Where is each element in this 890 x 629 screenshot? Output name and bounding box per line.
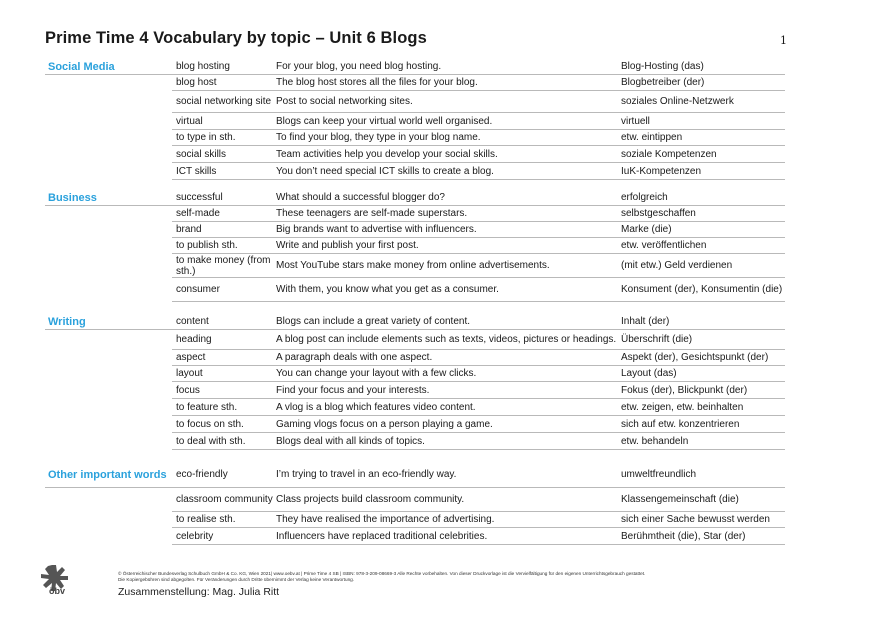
vocab-row <box>45 190 785 206</box>
vocab-row <box>45 130 785 146</box>
term-text: virtual <box>176 115 203 127</box>
vocab-row <box>45 433 785 450</box>
legal-line: Die Kopiergebühren sind abgegolten. Für Veränderungen durch Dritte übernimmt der Verlag keine Verantwortung. <box>118 577 355 582</box>
german-cell <box>621 350 785 366</box>
example-cell <box>276 528 621 545</box>
category-cell <box>45 278 172 302</box>
category-cell <box>45 488 172 512</box>
vocab-row <box>45 366 785 382</box>
term-text: to focus on sth. <box>176 418 244 430</box>
example-text: Gaming vlogs focus on a person playing a game. <box>276 418 493 430</box>
example-text: Write and publish your first post. <box>276 240 419 251</box>
example-text: They have realised the importance of advertising. <box>276 514 495 525</box>
german-text: Layout (das) <box>621 368 677 379</box>
term-text: celebrity <box>176 530 214 542</box>
term-cell <box>172 528 276 545</box>
category-heading: Social Media <box>48 60 115 73</box>
example-text: Big brands want to advertise with influencers. <box>276 224 477 235</box>
german-text: (mit etw.) Geld verdienen <box>621 260 733 271</box>
vocab-row <box>45 238 785 254</box>
term-text: to type in sth. <box>176 132 236 143</box>
vocab-row <box>45 75 785 91</box>
term-text: to deal with sth. <box>176 435 246 447</box>
term-text: to feature sth. <box>176 401 238 413</box>
term-cell <box>172 91 276 113</box>
german-cell <box>621 278 785 302</box>
example-cell <box>276 254 621 278</box>
german-text: Klassengemeinschaft (die) <box>621 494 739 505</box>
example-text: What should a successful blogger do? <box>276 192 445 203</box>
term-cell <box>172 190 276 206</box>
term-cell <box>172 146 276 163</box>
category-cell <box>45 399 172 416</box>
german-text: Blog-Hosting (das) <box>621 61 704 72</box>
category-cell <box>45 59 172 75</box>
term-text: heading <box>176 334 212 345</box>
obv-logo-text: öbv <box>48 586 66 596</box>
german-cell <box>621 222 785 238</box>
vocab-row <box>45 399 785 416</box>
page-number: 1 <box>780 34 787 47</box>
term-text: eco-friendly <box>176 469 228 480</box>
section-gap <box>45 180 785 190</box>
term-text: self-made <box>176 208 220 219</box>
vocab-row <box>45 416 785 433</box>
german-text: Blogbetreiber (der) <box>621 77 705 88</box>
example-cell <box>276 382 621 399</box>
german-cell <box>621 512 785 528</box>
example-cell <box>276 488 621 512</box>
vocab-row <box>45 528 785 545</box>
example-text: To find your blog, they type in your blog name. <box>276 132 481 143</box>
german-text: Inhalt (der) <box>621 316 670 327</box>
category-heading: Other important words <box>48 468 167 481</box>
term-cell <box>172 462 276 488</box>
obv-logo <box>40 563 74 597</box>
term-cell <box>172 222 276 238</box>
term-cell <box>172 59 276 75</box>
example-cell <box>276 130 621 146</box>
example-text: These teenagers are self-made superstars. <box>276 208 468 219</box>
german-text: Aspekt (der), Gesichtspunkt (der) <box>621 352 769 363</box>
term-text: classroom community <box>176 494 273 505</box>
example-cell <box>276 366 621 382</box>
category-heading: Business <box>48 191 97 204</box>
german-text: Fokus (der), Blickpunkt (der) <box>621 384 748 396</box>
example-cell <box>276 512 621 528</box>
example-cell <box>276 278 621 302</box>
category-cell <box>45 206 172 222</box>
vocab-row <box>45 512 785 528</box>
category-cell <box>45 190 172 206</box>
term-text: successful <box>176 192 223 203</box>
german-cell <box>621 382 785 399</box>
term-cell <box>172 416 276 433</box>
term-cell <box>172 399 276 416</box>
german-cell <box>621 91 785 113</box>
term-cell <box>172 330 276 350</box>
vocab-row <box>45 163 785 180</box>
category-cell <box>45 238 172 254</box>
example-cell <box>276 350 621 366</box>
example-cell <box>276 146 621 163</box>
german-text: sich auf etw. konzentrieren <box>621 418 740 430</box>
german-cell <box>621 330 785 350</box>
vocab-row <box>45 278 785 302</box>
term-cell <box>172 113 276 130</box>
example-text: Class projects build classroom community. <box>276 494 465 505</box>
example-cell <box>276 190 621 206</box>
category-cell <box>45 350 172 366</box>
term-cell <box>172 314 276 330</box>
example-text: Post to social networking sites. <box>276 96 413 107</box>
term-text: blog hosting <box>176 61 230 72</box>
term-text: to realise sth. <box>176 514 236 525</box>
example-cell <box>276 462 621 488</box>
example-text: Influencers have replaced traditional celebrities. <box>276 530 488 542</box>
category-cell <box>45 130 172 146</box>
example-cell <box>276 163 621 180</box>
category-cell <box>45 314 172 330</box>
vocab-row <box>45 91 785 113</box>
german-text: soziales Online-Netzwerk <box>621 96 734 107</box>
vocab-row <box>45 314 785 330</box>
example-text: Team activities help you develop your social skills. <box>276 148 498 160</box>
term-cell <box>172 130 276 146</box>
german-text: soziale Kompetenzen <box>621 148 717 160</box>
example-text: A paragraph deals with one aspect. <box>276 352 433 363</box>
category-cell <box>45 254 172 278</box>
term-cell <box>172 254 276 278</box>
category-cell <box>45 163 172 180</box>
example-text: For your blog, you need blog hosting. <box>276 61 442 72</box>
category-cell <box>45 433 172 450</box>
vocab-row <box>45 254 785 278</box>
example-text: A vlog is a blog which features video content. <box>276 401 476 413</box>
vocab-row <box>45 330 785 350</box>
german-cell <box>621 163 785 180</box>
german-text: sich einer Sache bewusst werden <box>621 514 770 525</box>
example-text: A blog post can include elements such as texts, videos, pictures or headings. <box>276 334 617 345</box>
term-text: focus <box>176 384 200 396</box>
term-text: blog host <box>176 77 217 88</box>
term-cell <box>172 382 276 399</box>
german-text: Überschrift (die) <box>621 334 693 345</box>
vocab-row <box>45 113 785 130</box>
term-text: to publish sth. <box>176 240 238 251</box>
german-cell <box>621 75 785 91</box>
german-text: Berühmtheit (die), Star (der) <box>621 530 746 542</box>
example-cell <box>276 238 621 254</box>
example-text: Most YouTube stars make money from online advertisements. <box>276 260 550 271</box>
german-cell <box>621 416 785 433</box>
term-text: layout <box>176 368 203 379</box>
german-text: etw. zeigen, etw. beinhalten <box>621 401 744 413</box>
german-text: etw. veröffentlichen <box>621 240 707 251</box>
vocab-row <box>45 382 785 399</box>
vocab-row <box>45 350 785 366</box>
term-text: ICT skills <box>176 165 217 177</box>
term-cell <box>172 238 276 254</box>
legal-notice <box>118 571 758 583</box>
section-gap <box>45 450 785 462</box>
german-cell <box>621 254 785 278</box>
category-heading: Writing <box>48 315 86 328</box>
term-cell <box>172 488 276 512</box>
category-cell <box>45 512 172 528</box>
credit-line: Zusammenstellung: Mag. Julia Ritt <box>118 586 280 598</box>
german-cell <box>621 238 785 254</box>
german-cell <box>621 146 785 163</box>
term-text: consumer <box>176 284 220 295</box>
example-text: Find your focus and your interests. <box>276 384 430 396</box>
category-cell <box>45 462 172 488</box>
example-text: Blogs can keep your virtual world well organised. <box>276 115 493 127</box>
term-text: social skills <box>176 148 227 160</box>
example-text: The blog host stores all the files for your blog. <box>276 77 478 88</box>
german-text: etw. eintippen <box>621 132 683 143</box>
example-text: With them, you know what you get as a consumer. <box>276 284 499 295</box>
vocab-row <box>45 488 785 512</box>
example-cell <box>276 222 621 238</box>
category-cell <box>45 146 172 163</box>
term-cell <box>172 278 276 302</box>
term-cell <box>172 433 276 450</box>
term-cell <box>172 512 276 528</box>
example-text: Blogs deal with all kinds of topics. <box>276 435 425 447</box>
example-cell <box>276 314 621 330</box>
german-text: IuK-Kompetenzen <box>621 165 702 177</box>
vocabulary-table <box>45 59 785 545</box>
german-cell <box>621 399 785 416</box>
term-text: brand <box>176 224 202 235</box>
legal-line: © Österreichischer Bundesverlag Schulbuch GmbH & Co. KG, Wien 2021| www.oebv.at | Prime Time 4 SB | ISBN: 978-3-209-08669-3 Alle Rechte vorbehalten. Von dieser Druckvorlage ist die Vervielfältigung für den eigenen Unterrichtsgebrauch gestattet. <box>118 571 646 576</box>
german-text: virtuell <box>621 115 650 127</box>
german-cell <box>621 130 785 146</box>
vocab-row <box>45 146 785 163</box>
vocab-row <box>45 462 785 488</box>
vocab-row <box>45 222 785 238</box>
german-cell <box>621 488 785 512</box>
example-text: You can change your layout with a few clicks. <box>276 368 477 379</box>
example-cell <box>276 91 621 113</box>
german-text: etw. behandeln <box>621 435 689 447</box>
example-text: You don’t need special ICT skills to create a blog. <box>276 165 494 177</box>
german-cell <box>621 190 785 206</box>
term-cell <box>172 75 276 91</box>
term-text: content <box>176 316 209 327</box>
german-text: erfolgreich <box>621 192 668 203</box>
german-cell <box>621 366 785 382</box>
german-cell <box>621 528 785 545</box>
term-cell <box>172 163 276 180</box>
category-cell <box>45 113 172 130</box>
category-cell <box>45 91 172 113</box>
example-cell <box>276 399 621 416</box>
term-text: to make money (from sth.) <box>176 254 271 277</box>
example-cell <box>276 75 621 91</box>
example-cell <box>276 206 621 222</box>
vocab-row <box>45 206 785 222</box>
german-cell <box>621 433 785 450</box>
german-text: Marke (die) <box>621 224 672 235</box>
vocab-row <box>45 59 785 75</box>
category-cell <box>45 382 172 399</box>
category-cell <box>45 366 172 382</box>
category-cell <box>45 528 172 545</box>
category-cell <box>45 330 172 350</box>
example-cell <box>276 433 621 450</box>
german-cell <box>621 113 785 130</box>
example-cell <box>276 330 621 350</box>
german-cell <box>621 206 785 222</box>
category-cell <box>45 416 172 433</box>
term-cell <box>172 350 276 366</box>
term-text: aspect <box>176 352 206 363</box>
german-text: Konsument (der), Konsumentin (die) <box>621 284 783 295</box>
example-cell <box>276 113 621 130</box>
term-cell <box>172 366 276 382</box>
example-cell <box>276 59 621 75</box>
section-gap <box>45 302 785 314</box>
example-text: I’m trying to travel in an eco-friendly way. <box>276 469 457 480</box>
term-text: social networking site <box>176 96 272 107</box>
german-text: selbstgeschaffen <box>621 208 696 219</box>
german-cell <box>621 462 785 488</box>
german-cell <box>621 314 785 330</box>
category-cell <box>45 75 172 91</box>
example-text: Blogs can include a great variety of content. <box>276 316 471 327</box>
page-title: Prime Time 4 Vocabulary by topic – Unit 6 Blogs <box>45 29 427 47</box>
term-cell <box>172 206 276 222</box>
german-text: umweltfreundlich <box>621 469 697 480</box>
example-cell <box>276 416 621 433</box>
category-cell <box>45 222 172 238</box>
german-cell <box>621 59 785 75</box>
